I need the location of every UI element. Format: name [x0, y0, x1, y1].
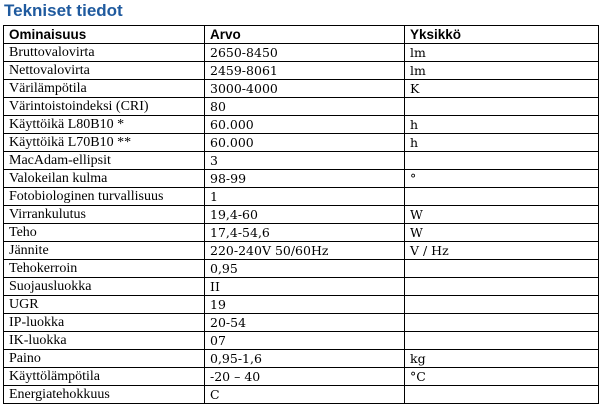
property-cell: Virrankulutus [4, 206, 205, 224]
property-cell: Värintoistoindeksi (CRI) [4, 98, 205, 116]
unit-cell: ° [405, 170, 599, 188]
table-row [4, 116, 599, 134]
table-row [4, 134, 599, 152]
column-header-unit: Yksikkö [405, 26, 599, 44]
value-cell: 1 [205, 188, 405, 206]
table-row [4, 242, 599, 260]
unit-cell: W [405, 206, 599, 224]
table-row [4, 170, 599, 188]
property-cell: Suojausluokka [4, 278, 205, 296]
value-cell: 60.000 [205, 116, 405, 134]
spec-table [3, 25, 599, 404]
table-header-row [4, 26, 599, 44]
unit-cell: lm [405, 62, 599, 80]
page-title: Tekniset tiedot [4, 1, 123, 20]
property-cell: IP-luokka [4, 314, 205, 332]
value-cell: II [205, 278, 405, 296]
property-cell: Jännite [4, 242, 205, 260]
unit-cell [405, 152, 599, 170]
value-cell: 98-99 [205, 170, 405, 188]
property-cell: IK-luokka [4, 332, 205, 350]
property-cell: Valokeilan kulma [4, 170, 205, 188]
unit-cell: V / Hz [405, 242, 599, 260]
value-cell: 07 [205, 332, 405, 350]
value-cell: 19,4-60 [205, 206, 405, 224]
unit-cell [405, 296, 599, 314]
unit-cell [405, 278, 599, 296]
unit-cell [405, 386, 599, 404]
table-row [4, 44, 599, 62]
value-cell: 19 [205, 296, 405, 314]
value-cell: 17,4-54,6 [205, 224, 405, 242]
unit-cell [405, 332, 599, 350]
table-row [4, 296, 599, 314]
table-row [4, 278, 599, 296]
unit-cell: K [405, 80, 599, 98]
value-cell: 0,95-1,6 [205, 350, 405, 368]
value-cell: 3 [205, 152, 405, 170]
unit-cell [405, 260, 599, 278]
table-row [4, 224, 599, 242]
unit-cell: W [405, 224, 599, 242]
unit-cell: °C [405, 368, 599, 386]
table-row [4, 98, 599, 116]
property-cell: Energiatehokkuus [4, 386, 205, 404]
unit-cell: lm [405, 44, 599, 62]
unit-cell: h [405, 134, 599, 152]
property-cell: Käyttöikä L80B10 * [4, 116, 205, 134]
table-row [4, 332, 599, 350]
value-cell: 3000-4000 [205, 80, 405, 98]
value-cell: 0,95 [205, 260, 405, 278]
value-cell: 20-54 [205, 314, 405, 332]
value-cell: 80 [205, 98, 405, 116]
property-cell: Bruttovalovirta [4, 44, 205, 62]
table-row [4, 350, 599, 368]
property-cell: Nettovalovirta [4, 62, 205, 80]
property-cell: Käyttöikä L70B10 ** [4, 134, 205, 152]
unit-cell: h [405, 116, 599, 134]
value-cell: 2650-8450 [205, 44, 405, 62]
property-cell: Fotobiologinen turvallisuus [4, 188, 205, 206]
value-cell: -20 – 40 [205, 368, 405, 386]
value-cell: 220-240V 50/60Hz [205, 242, 405, 260]
unit-cell [405, 98, 599, 116]
property-cell: UGR [4, 296, 205, 314]
table-row [4, 260, 599, 278]
property-cell: Käyttölämpötila [4, 368, 205, 386]
unit-cell: kg [405, 350, 599, 368]
unit-cell [405, 188, 599, 206]
table-row [4, 152, 599, 170]
property-cell: Värilämpötila [4, 80, 205, 98]
property-cell: Teho [4, 224, 205, 242]
column-header-value: Arvo [205, 26, 405, 44]
value-cell: 60.000 [205, 134, 405, 152]
table-row [4, 62, 599, 80]
property-cell: MacAdam-ellipsit [4, 152, 205, 170]
table-row [4, 368, 599, 386]
value-cell: 2459-8061 [205, 62, 405, 80]
table-row [4, 188, 599, 206]
table-row [4, 386, 599, 404]
property-cell: Paino [4, 350, 205, 368]
table-row [4, 206, 599, 224]
unit-cell [405, 314, 599, 332]
table-row [4, 314, 599, 332]
column-header-property: Ominaisuus [4, 26, 205, 44]
value-cell: C [205, 386, 405, 404]
property-cell: Tehokerroin [4, 260, 205, 278]
table-row [4, 80, 599, 98]
